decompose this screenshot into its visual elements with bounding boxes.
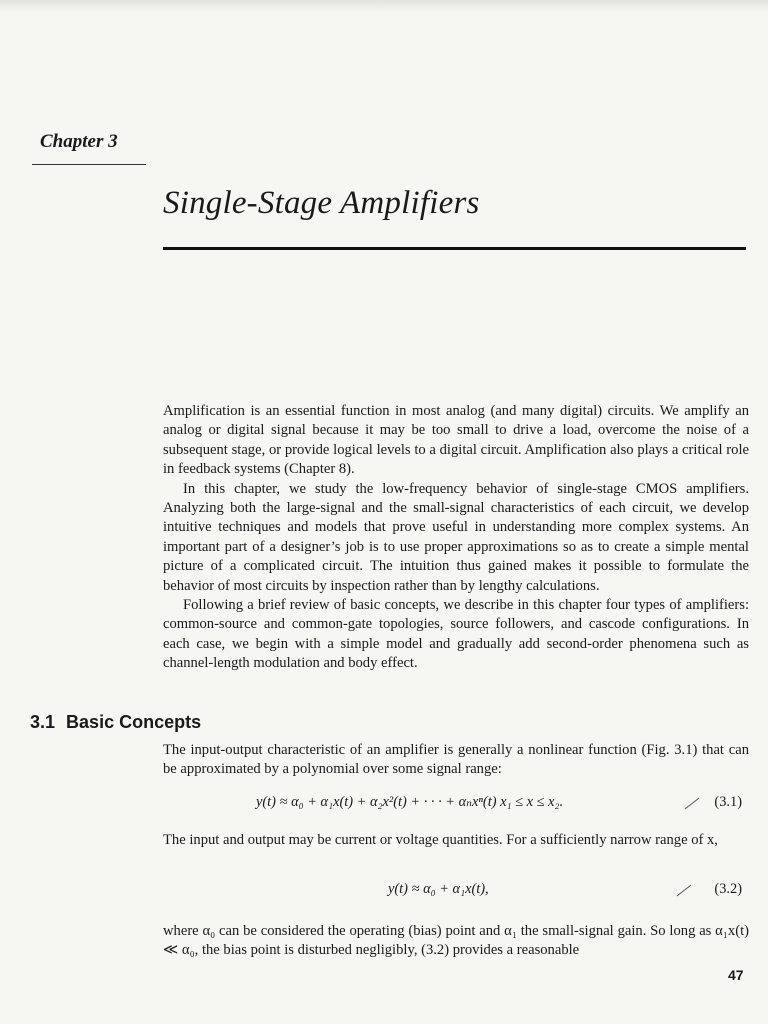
page-number: 47 bbox=[728, 967, 744, 983]
chapter-label-rule bbox=[32, 164, 146, 165]
chapter-label: Chapter 3 bbox=[40, 131, 118, 152]
equation-3-1 bbox=[163, 794, 746, 816]
section-paragraph-1-text: The input-output characteristic of an amplifier is generally a nonlinear function (Fig. 3.1) that can be approximated by a polynomial over some signal range: bbox=[163, 742, 749, 778]
equation-3-1-expression: y(t) ≈ α₀ + α₁x(t) + α₂x²(t) + · · · + αₙxⁿ(t) x₁ ≤ x ≤ x₂. bbox=[256, 794, 564, 810]
section-paragraph-3 bbox=[163, 922, 749, 961]
section-number: 3.1 bbox=[30, 712, 56, 732]
section-paragraph-2-text: The input and output may be current or voltage quantities. For a sufficiently narrow range of x, bbox=[163, 832, 718, 848]
intro-paragraph-2: In this chapter, we study the low-frequency behavior of single-stage CMOS amplifiers. Analyzing both the large-signal and the small-signal characteristics of each circuit, we develop intuitive techniques and models that prove useful in understanding more complex systems. An important part of a designer’s job is to use proper approximations so as to create a simple mental picture of a complicated circuit. The intuition thus gained makes it possible to formulate the behavior of most circuits by inspection rather than by lengthy calculations. bbox=[163, 480, 749, 594]
section-paragraph-2 bbox=[163, 831, 749, 850]
page-top-edge bbox=[0, 0, 768, 12]
pencil-mark-icon bbox=[677, 885, 692, 897]
intro-paragraph-3: Following a brief review of basic concepts, we describe in this chapter four types of amplifiers: common-source and common-gate topologies, source followers, and cascode configurations. In each case, we begin with a simple model and gradually add second-order phenomena such as channel-length modulation and body effect. bbox=[163, 597, 749, 672]
intro-paragraph-1: Amplification is an essential function in most analog (and many digital) circuits. We amplify an analog or digital signal because it may be too small to drive a load, overcome the noise of a subsequent stage, or provide logical levels to a digital circuit. Amplification also plays a critical role in feedback systems (Chapter 8). bbox=[163, 403, 749, 478]
section-paragraph-1 bbox=[163, 741, 749, 780]
section-title: Basic Concepts bbox=[66, 712, 202, 732]
equation-3-1-number: (3.1) bbox=[714, 794, 742, 810]
chapter-title: Single-Stage Amplifiers bbox=[163, 185, 480, 221]
equation-3-2-number: (3.2) bbox=[714, 881, 742, 897]
chapter-intro bbox=[163, 402, 749, 674]
chapter-title-rule bbox=[163, 247, 746, 250]
section-paragraph-3-text: where α₀ can be considered the operating (bias) point and α₁ the small-signal gain. So long as α₁x(t) ≪ α₀, the bias point is disturbed negligibly, (3.2) provides a reasonable bbox=[163, 923, 749, 959]
equation-3-2 bbox=[163, 881, 746, 903]
equation-3-2-expression: y(t) ≈ α₀ + α₁x(t), bbox=[388, 881, 489, 897]
section-heading bbox=[30, 712, 201, 733]
pencil-mark-icon bbox=[685, 798, 700, 810]
